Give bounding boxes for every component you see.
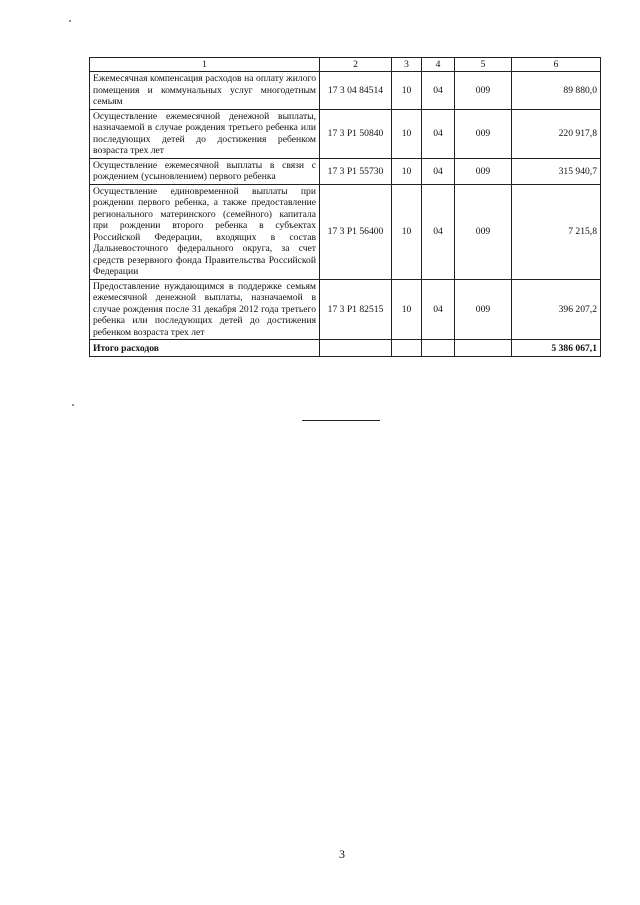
section-code: 10	[392, 72, 422, 110]
scan-speck	[72, 404, 74, 406]
column-header: 5	[455, 58, 512, 72]
table-header-row	[90, 58, 601, 72]
expense-description: Предоставление нуждающимся в поддержке семьям ежемесячной денежной выплаты, назначаемой в случае рождения после 31 декабря 2012 года третьего ребенка или последующих детей до достижения ребенком возраста трех лет	[90, 279, 320, 340]
column-header: 2	[320, 58, 392, 72]
empty-cell	[422, 340, 455, 357]
amount: 396 207,2	[512, 279, 601, 340]
department-code: 009	[455, 184, 512, 279]
table-row	[90, 72, 601, 110]
column-header: 1	[90, 58, 320, 72]
total-row	[90, 340, 601, 357]
scan-speck	[69, 20, 71, 22]
total-label: Итого расходов	[90, 340, 320, 357]
page-number: 3	[339, 847, 345, 861]
target-article-code: 17 3 P1 82515	[320, 279, 392, 340]
expense-description: Осуществление ежемесячной денежной выплаты, назначаемой в случае рождения третьего ребенка или последующих детей до достижения ребенком возраста трех лет	[90, 109, 320, 158]
column-header: 3	[392, 58, 422, 72]
subsection-code: 04	[422, 184, 455, 279]
empty-cell	[455, 340, 512, 357]
department-code: 009	[455, 72, 512, 110]
section-code: 10	[392, 184, 422, 279]
amount: 7 215,8	[512, 184, 601, 279]
empty-cell	[320, 340, 392, 357]
expense-description: Осуществление единовременной выплаты при рождении первого ребенка, а также предоставление регионального материнского (семейного) капитала при рождении второго ребенка в субъектах Российской Федерации, входящих в состав Дальневосточного федерального округа, за счет средств резервного фонда Правительства Российской Федерации	[90, 184, 320, 279]
target-article-code: 17 3 P1 56400	[320, 184, 392, 279]
amount: 89 880,0	[512, 72, 601, 110]
table-row	[90, 184, 601, 279]
subsection-code: 04	[422, 158, 455, 184]
department-code: 009	[455, 109, 512, 158]
expense-description: Ежемесячная компенсация расходов на оплату жилого помещения и коммунальных услуг многодетным семьям	[90, 72, 320, 110]
subsection-code: 04	[422, 279, 455, 340]
section-code: 10	[392, 158, 422, 184]
target-article-code: 17 3 P1 50840	[320, 109, 392, 158]
column-header: 4	[422, 58, 455, 72]
expense-description: Осуществление ежемесячной выплаты в связи с рождением (усыновлением) первого ребенка	[90, 158, 320, 184]
total-amount: 5 386 067,1	[512, 340, 601, 357]
empty-cell	[392, 340, 422, 357]
column-header: 6	[512, 58, 601, 72]
section-code: 10	[392, 109, 422, 158]
section-code: 10	[392, 279, 422, 340]
amount: 315 940,7	[512, 158, 601, 184]
subsection-code: 04	[422, 72, 455, 110]
target-article-code: 17 3 P1 55730	[320, 158, 392, 184]
department-code: 009	[455, 279, 512, 340]
department-code: 009	[455, 158, 512, 184]
amount: 220 917,8	[512, 109, 601, 158]
table-row	[90, 279, 601, 340]
target-article-code: 17 3 04 84514	[320, 72, 392, 110]
expenses-table	[89, 57, 601, 357]
subsection-code: 04	[422, 109, 455, 158]
closing-rule-divider	[302, 420, 380, 421]
table-row	[90, 158, 601, 184]
table-row	[90, 109, 601, 158]
